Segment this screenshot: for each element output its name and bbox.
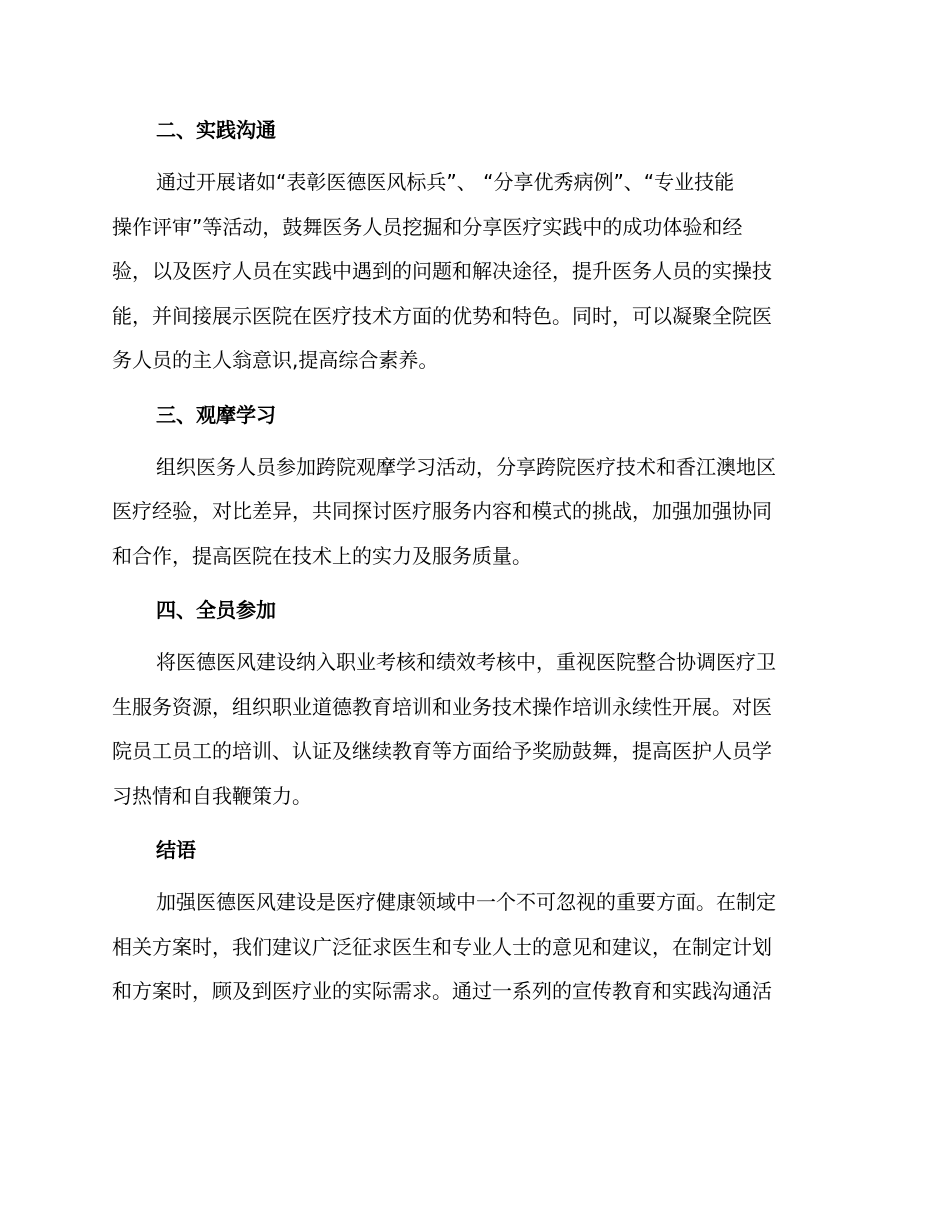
paragraph-line: 操作评审”等活动，鼓舞医务人员挖掘和分享医疗实践中的成功体验和经: [112, 214, 743, 239]
section-heading-full-participation: 四、全员参加: [156, 598, 276, 622]
section-heading-conclusion: 结语: [156, 838, 196, 862]
paragraph-line: 院员工员工的培训、认证及继续教育等方面给予奖励鼓舞，提高医护人员学: [112, 739, 772, 763]
paragraph-line: 和合作，提高医院在技术上的实力及服务质量。: [112, 543, 532, 568]
paragraph-line: 组织医务人员参加跨院观摩学习活动，分享跨院医疗技术和香江澳地区: [156, 454, 776, 479]
paragraph-line: 相关方案时，我们建议广泛征求医生和专业人士的意见和建议，在制定计划: [112, 934, 772, 959]
paragraph-conclusion: [112, 880, 836, 1014]
paragraph-full-participation: [112, 640, 836, 818]
document-body: [112, 108, 836, 1020]
paragraph-line: 验，以及医疗人员在实践中遇到的问题和解决途径，提升医务人员的实操技: [112, 259, 772, 283]
paragraph-line: 习热情和自我鞭策力。: [112, 783, 312, 808]
paragraph-line: 通过开展诸如“表彰医德医风标兵”、 “分享优秀病例”、“专业技能: [156, 170, 735, 194]
paragraph-line: 能，并间接展示医院在医疗技术方面的优势和特色。同时，可以凝聚全院医: [112, 303, 772, 328]
paragraph-line: 医疗经验，对比差异，共同探讨医疗服务内容和模式的挑战，加强加强协同: [112, 499, 772, 523]
section-heading-practice-communication: 二、实践沟通: [156, 118, 276, 142]
paragraph-line: 加强医德医风建设是医疗健康领域中一个不可忽视的重要方面。在制定: [156, 890, 776, 914]
paragraph-observation-learning: [112, 445, 836, 579]
paragraph-line: 生服务资源，组织职业道德教育培训和业务技术操作培训永续性开展。对医: [112, 694, 772, 719]
paragraph-line: 务人员的主人翁意识,提高综合素养。: [112, 348, 439, 372]
paragraph-line: 和方案时，顾及到医疗业的实际需求。通过一系列的宣传教育和实践沟通活: [112, 979, 772, 1003]
section-heading-observation-learning: 三、观摩学习: [156, 402, 276, 427]
paragraph-line: 将医德医风建设纳入职业考核和绩效考核中，重视医院整合协调医疗卫: [156, 650, 776, 674]
paragraph-practice-communication: [112, 160, 836, 383]
